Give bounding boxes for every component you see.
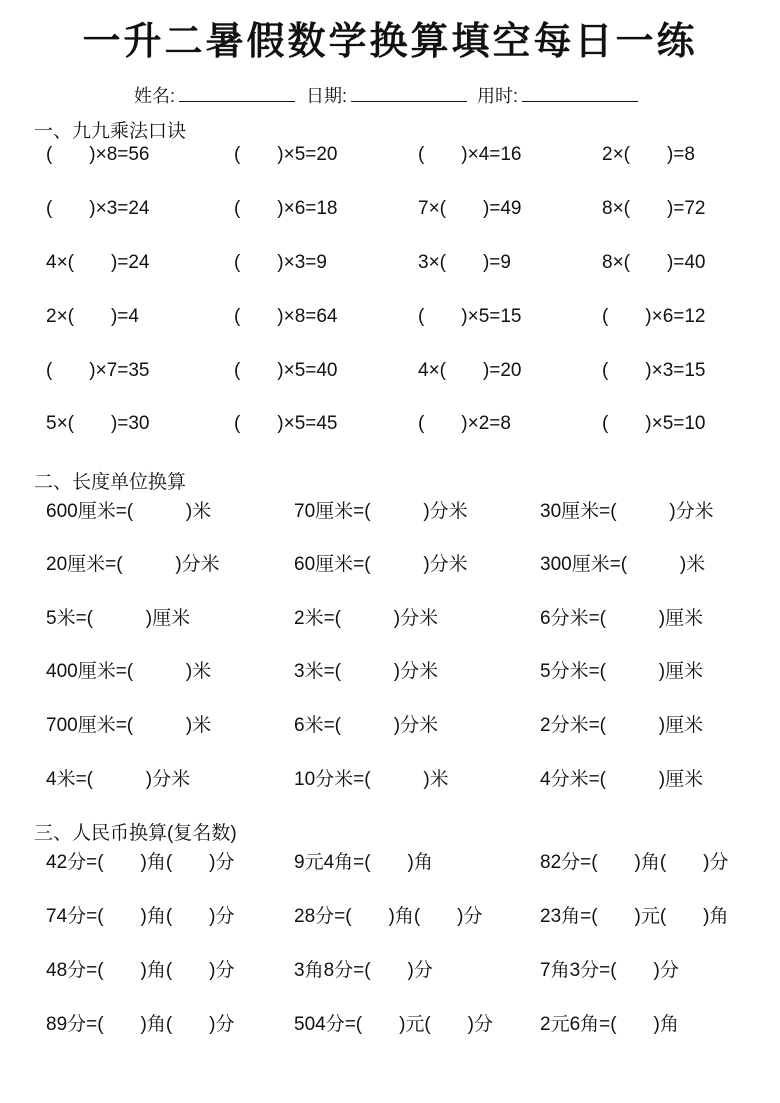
problem-item[interactable]: ( )×7=35: [46, 360, 150, 381]
problem-item[interactable]: 89分=( )角( )分: [46, 1014, 235, 1035]
problem-item[interactable]: 6米=( )分米: [294, 715, 439, 736]
time-label: 用时:: [477, 86, 519, 106]
name-label: 姓名:: [134, 86, 176, 106]
problem-item[interactable]: 74分=( )角( )分: [46, 906, 235, 927]
problem-row: [0, 656, 780, 682]
problem-item[interactable]: 4分米=( )厘米: [540, 769, 704, 790]
problem-item[interactable]: 4×( )=20: [418, 360, 522, 381]
date-label: 日期:: [306, 86, 348, 106]
problem-item[interactable]: ( )×2=8: [418, 413, 511, 434]
problem-item[interactable]: 82分=( )角( )分: [540, 852, 729, 873]
problem-row: [0, 901, 780, 927]
problem-row: [0, 198, 780, 224]
problem-item[interactable]: 700厘米=( )米: [46, 715, 212, 736]
problem-row: [0, 413, 780, 439]
problem-item[interactable]: 48分=( )角( )分: [46, 960, 235, 981]
problem-row: [0, 252, 780, 278]
problem-item[interactable]: ( )×8=56: [46, 144, 150, 165]
problem-row: [0, 847, 780, 873]
problem-item[interactable]: 400厘米=( )米: [46, 661, 212, 682]
name-field[interactable]: [134, 82, 295, 108]
date-field[interactable]: [306, 82, 467, 108]
problem-item[interactable]: ( )×5=40: [234, 360, 338, 381]
problem-item[interactable]: ( )×5=20: [234, 144, 338, 165]
problem-item[interactable]: ( )×3=24: [46, 198, 150, 219]
problem-item[interactable]: 5×( )=30: [46, 413, 150, 434]
problem-item[interactable]: ( )×6=18: [234, 198, 338, 219]
problem-item[interactable]: ( )×3=15: [602, 360, 706, 381]
section-heading-multiplication: 一、九九乘法口诀: [34, 121, 187, 142]
problem-row: [0, 144, 780, 170]
problem-row: [0, 603, 780, 629]
problem-row: [0, 549, 780, 575]
problem-item[interactable]: 2分米=( )厘米: [540, 715, 704, 736]
problem-item[interactable]: 5分米=( )厘米: [540, 661, 704, 682]
date-blank[interactable]: [351, 87, 467, 102]
problem-row: [0, 764, 780, 790]
problem-row: [0, 710, 780, 736]
section-heading-length: 二、长度单位换算: [34, 472, 187, 493]
problem-item[interactable]: ( )×6=12: [602, 306, 706, 327]
problem-item[interactable]: 2元6角=( )角: [540, 1014, 679, 1035]
problem-item[interactable]: ( )×3=9: [234, 252, 327, 273]
problem-item[interactable]: 3角8分=( )分: [294, 960, 433, 981]
problem-item[interactable]: ( )×5=10: [602, 413, 706, 434]
problem-item[interactable]: 2×( )=8: [602, 144, 695, 165]
problem-item[interactable]: 2×( )=4: [46, 306, 139, 327]
problem-item[interactable]: 70厘米=( )分米: [294, 501, 468, 522]
problem-item[interactable]: 20厘米=( )分米: [46, 554, 220, 575]
problem-item[interactable]: 2米=( )分米: [294, 608, 439, 629]
problem-item[interactable]: 23角=( )元( )角: [540, 906, 729, 927]
problem-item[interactable]: 30厘米=( )分米: [540, 501, 714, 522]
problem-item[interactable]: 4×( )=24: [46, 252, 150, 273]
problem-item[interactable]: 4米=( )分米: [46, 769, 191, 790]
problem-item[interactable]: 60厘米=( )分米: [294, 554, 468, 575]
problem-item[interactable]: 300厘米=( )米: [540, 554, 706, 575]
problem-item[interactable]: 5米=( )厘米: [46, 608, 191, 629]
problem-row: [0, 496, 780, 522]
problem-row: [0, 955, 780, 981]
problem-item[interactable]: 8×( )=40: [602, 252, 706, 273]
problem-item[interactable]: 6分米=( )厘米: [540, 608, 704, 629]
problem-item[interactable]: 600厘米=( )米: [46, 501, 212, 522]
problem-item[interactable]: ( )×4=16: [418, 144, 522, 165]
problem-item[interactable]: 7角3分=( )分: [540, 960, 679, 981]
problem-item[interactable]: 3米=( )分米: [294, 661, 439, 682]
section-heading-currency: 三、人民币换算(复名数): [34, 823, 237, 844]
problem-item[interactable]: 8×( )=72: [602, 198, 706, 219]
page-title: 一升二暑假数学换算填空每日一练: [82, 18, 698, 63]
time-blank[interactable]: [522, 87, 638, 102]
name-blank[interactable]: [179, 87, 295, 102]
problem-row: [0, 306, 780, 332]
problem-item[interactable]: 3×( )=9: [418, 252, 511, 273]
problem-row: [0, 1009, 780, 1035]
problem-item[interactable]: ( )×5=15: [418, 306, 522, 327]
problem-item[interactable]: 28分=( )角( )分: [294, 906, 483, 927]
problem-item[interactable]: 7×( )=49: [418, 198, 522, 219]
problem-item[interactable]: 9元4角=( )角: [294, 852, 433, 873]
problem-item[interactable]: 42分=( )角( )分: [46, 852, 235, 873]
problem-item[interactable]: ( )×5=45: [234, 413, 338, 434]
problem-row: [0, 360, 780, 386]
problem-item[interactable]: 10分米=( )米: [294, 769, 449, 790]
problem-item[interactable]: ( )×8=64: [234, 306, 338, 327]
time-field[interactable]: [477, 82, 638, 108]
problem-item[interactable]: 504分=( )元( )分: [294, 1014, 494, 1035]
